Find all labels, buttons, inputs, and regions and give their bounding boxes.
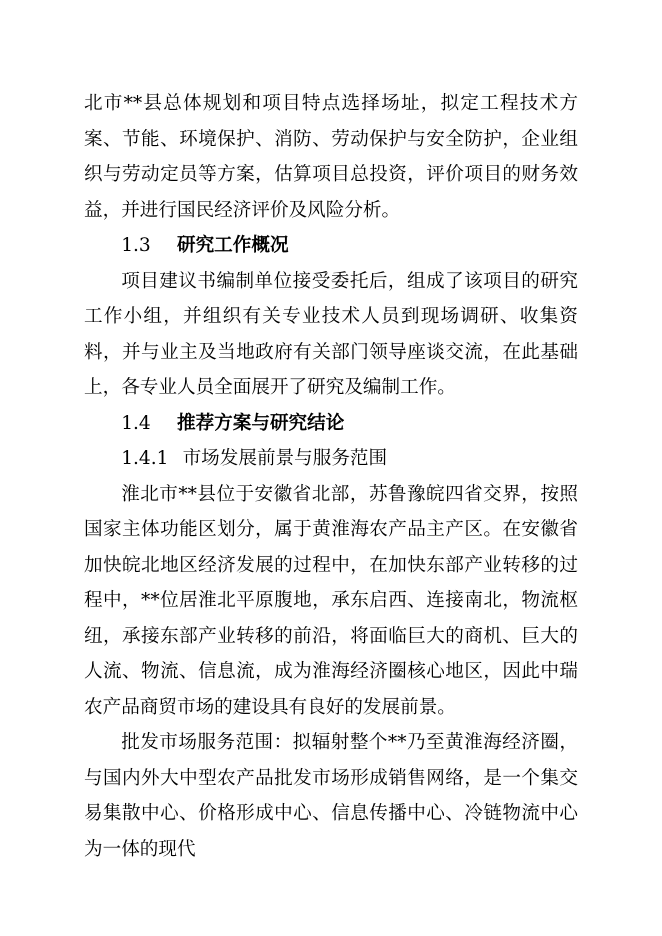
section-title: 推荐方案与研究结论 [176, 412, 345, 434]
paragraph-service-scope: 批发市场服务范围：拟辐射整个**乃至黄淮海经济圈，与国内外大中型农产品批发市场形成销售网络，是一个集交易集散中心、价格形成中心、信息传播中心、冷链物流中心为一体的现代 [84, 732, 578, 860]
section-title: 研究工作概况 [176, 235, 289, 256]
paragraph-market-prospect: 淮北市**县位于安徽省北部，苏鲁豫皖四省交界，按照国家主体功能区划分，属于黄淮海农产品主产区。在安徽省加快皖北地区经济发展的过程中，在加快东部产业转移的过程中，**位居淮北平原腹地，承东启西、连接南北，物流枢纽，承接东部产业转移的前沿，将面临巨大的商机、巨大的人流、物流、信息流，成为淮海经济圈核心地区，因此中瑞农产品商贸市场的建设具有良好的发展前景。 [84, 483, 578, 718]
section-heading-1-3 [84, 228, 578, 264]
paragraph-research-overview: 项目建议书编制单位接受委托后，组成了该项目的研究工作小组，并组织有关专业技术人员到现场调研、收集资料，并与业主及当地政府有关部门领导座谈交流，在此基础上，各专业人员全面展开了研究及编制工作。 [84, 270, 578, 398]
subsection-title: 市场发展前景与服务范围 [182, 448, 388, 469]
paragraph-continued: 北市**县总体规划和项目特点选择场址，拟定工程技术方案、节能、环境保护、消防、劳动保护与安全防护，企业组织与劳动定员等方案，估算项目总投资，评价项目的财务效益，并进行国民经济评价及风险分析。 [84, 93, 578, 221]
section-number: 1.4 [121, 412, 151, 434]
section-number: 1.3 [121, 235, 151, 256]
section-heading-1-4 [84, 406, 578, 442]
subsection-heading-1-4-1 [84, 441, 578, 477]
subsection-number: 1.4.1 [121, 448, 169, 469]
document-page [84, 86, 578, 867]
